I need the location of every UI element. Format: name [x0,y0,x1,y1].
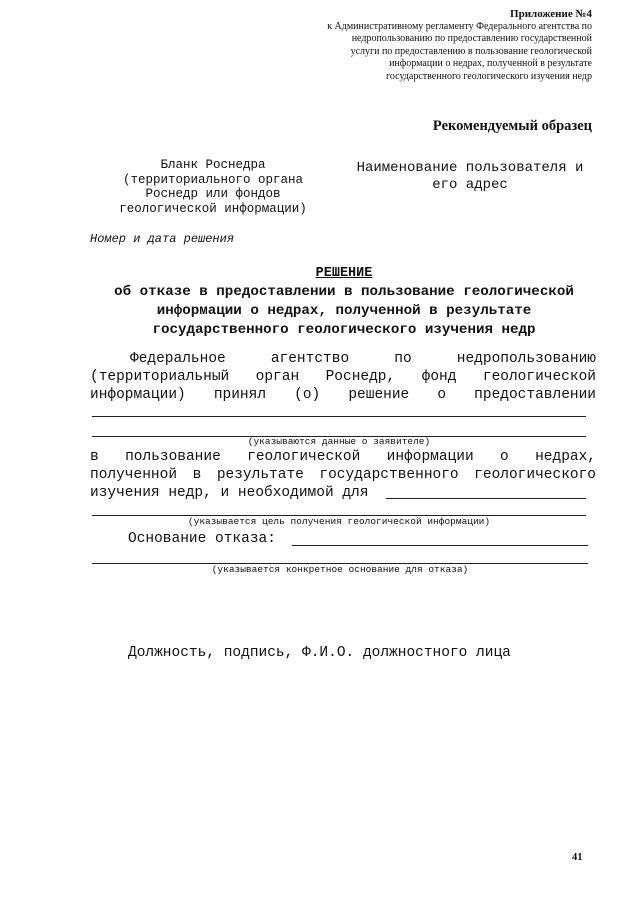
body-line: (территориальный орган Роснедр, фонд геологической [90,369,596,385]
appendix-header [280,8,592,84]
refusal-caption: (указывается конкретное основание для отказа) [211,564,469,575]
page-number: 41 [572,852,583,863]
applicant-caption: (указываются данные о заявителе) [247,436,431,447]
letterhead-line: геологической информации) [119,201,307,216]
body-line: изучения недр, и необходимой для [90,485,369,501]
decision-title-line: государственного геологического изучения недр [152,322,536,338]
decision-title-line: информации о недрах, полученной в результате [156,303,532,319]
body-line: в пользование геологической информации о недрах, [90,449,596,465]
body-line: Федеральное агентство по недропользованию [130,351,596,367]
purpose-caption: (указывается цель получения геологической информации) [187,516,491,527]
addressee-block [340,160,600,194]
body-line: полученной в результате государственного геологического [90,467,596,483]
purpose-fill-line [386,498,586,499]
applicant-fill-line [92,416,586,417]
addressee-line: его адрес [432,177,508,193]
refusal-label: Основание отказа: [128,531,276,547]
decision-heading: РЕШЕНИЕ [315,266,373,281]
appendix-title: Приложение №4 [510,8,592,20]
appendix-line: к Административному регламенту Федерального агентства по [327,20,592,32]
signature-line: Должность, подпись, Ф.И.О. должностного лица [128,645,511,661]
appendix-line: информации о недрах, полученной в результате [389,58,592,70]
appendix-line: недропользованию по предоставлению государственной [351,33,592,45]
letterhead-line: Роснедр или фондов [145,187,281,201]
refusal-fill-line [292,545,588,546]
letterhead-block [108,158,318,216]
letterhead-line: (территориального органа [122,172,304,187]
recommended-sample-label: Рекомендуемый образец [432,118,592,134]
decision-title-line: об отказе в предоставлении в пользование геологической [114,284,574,300]
addressee-line: Наименование пользователя и [356,160,584,176]
letterhead-line: Бланк Роснедра [160,158,266,172]
decision-title [84,264,604,340]
appendix-line: государственного геологического изучения недр [386,70,592,82]
decision-number-label: Номер и дата решения [90,232,235,246]
body-line: информации) принял (о) решение о предоставлении [90,387,596,403]
appendix-line: услуги по предоставлению в пользование геологической [350,45,592,57]
